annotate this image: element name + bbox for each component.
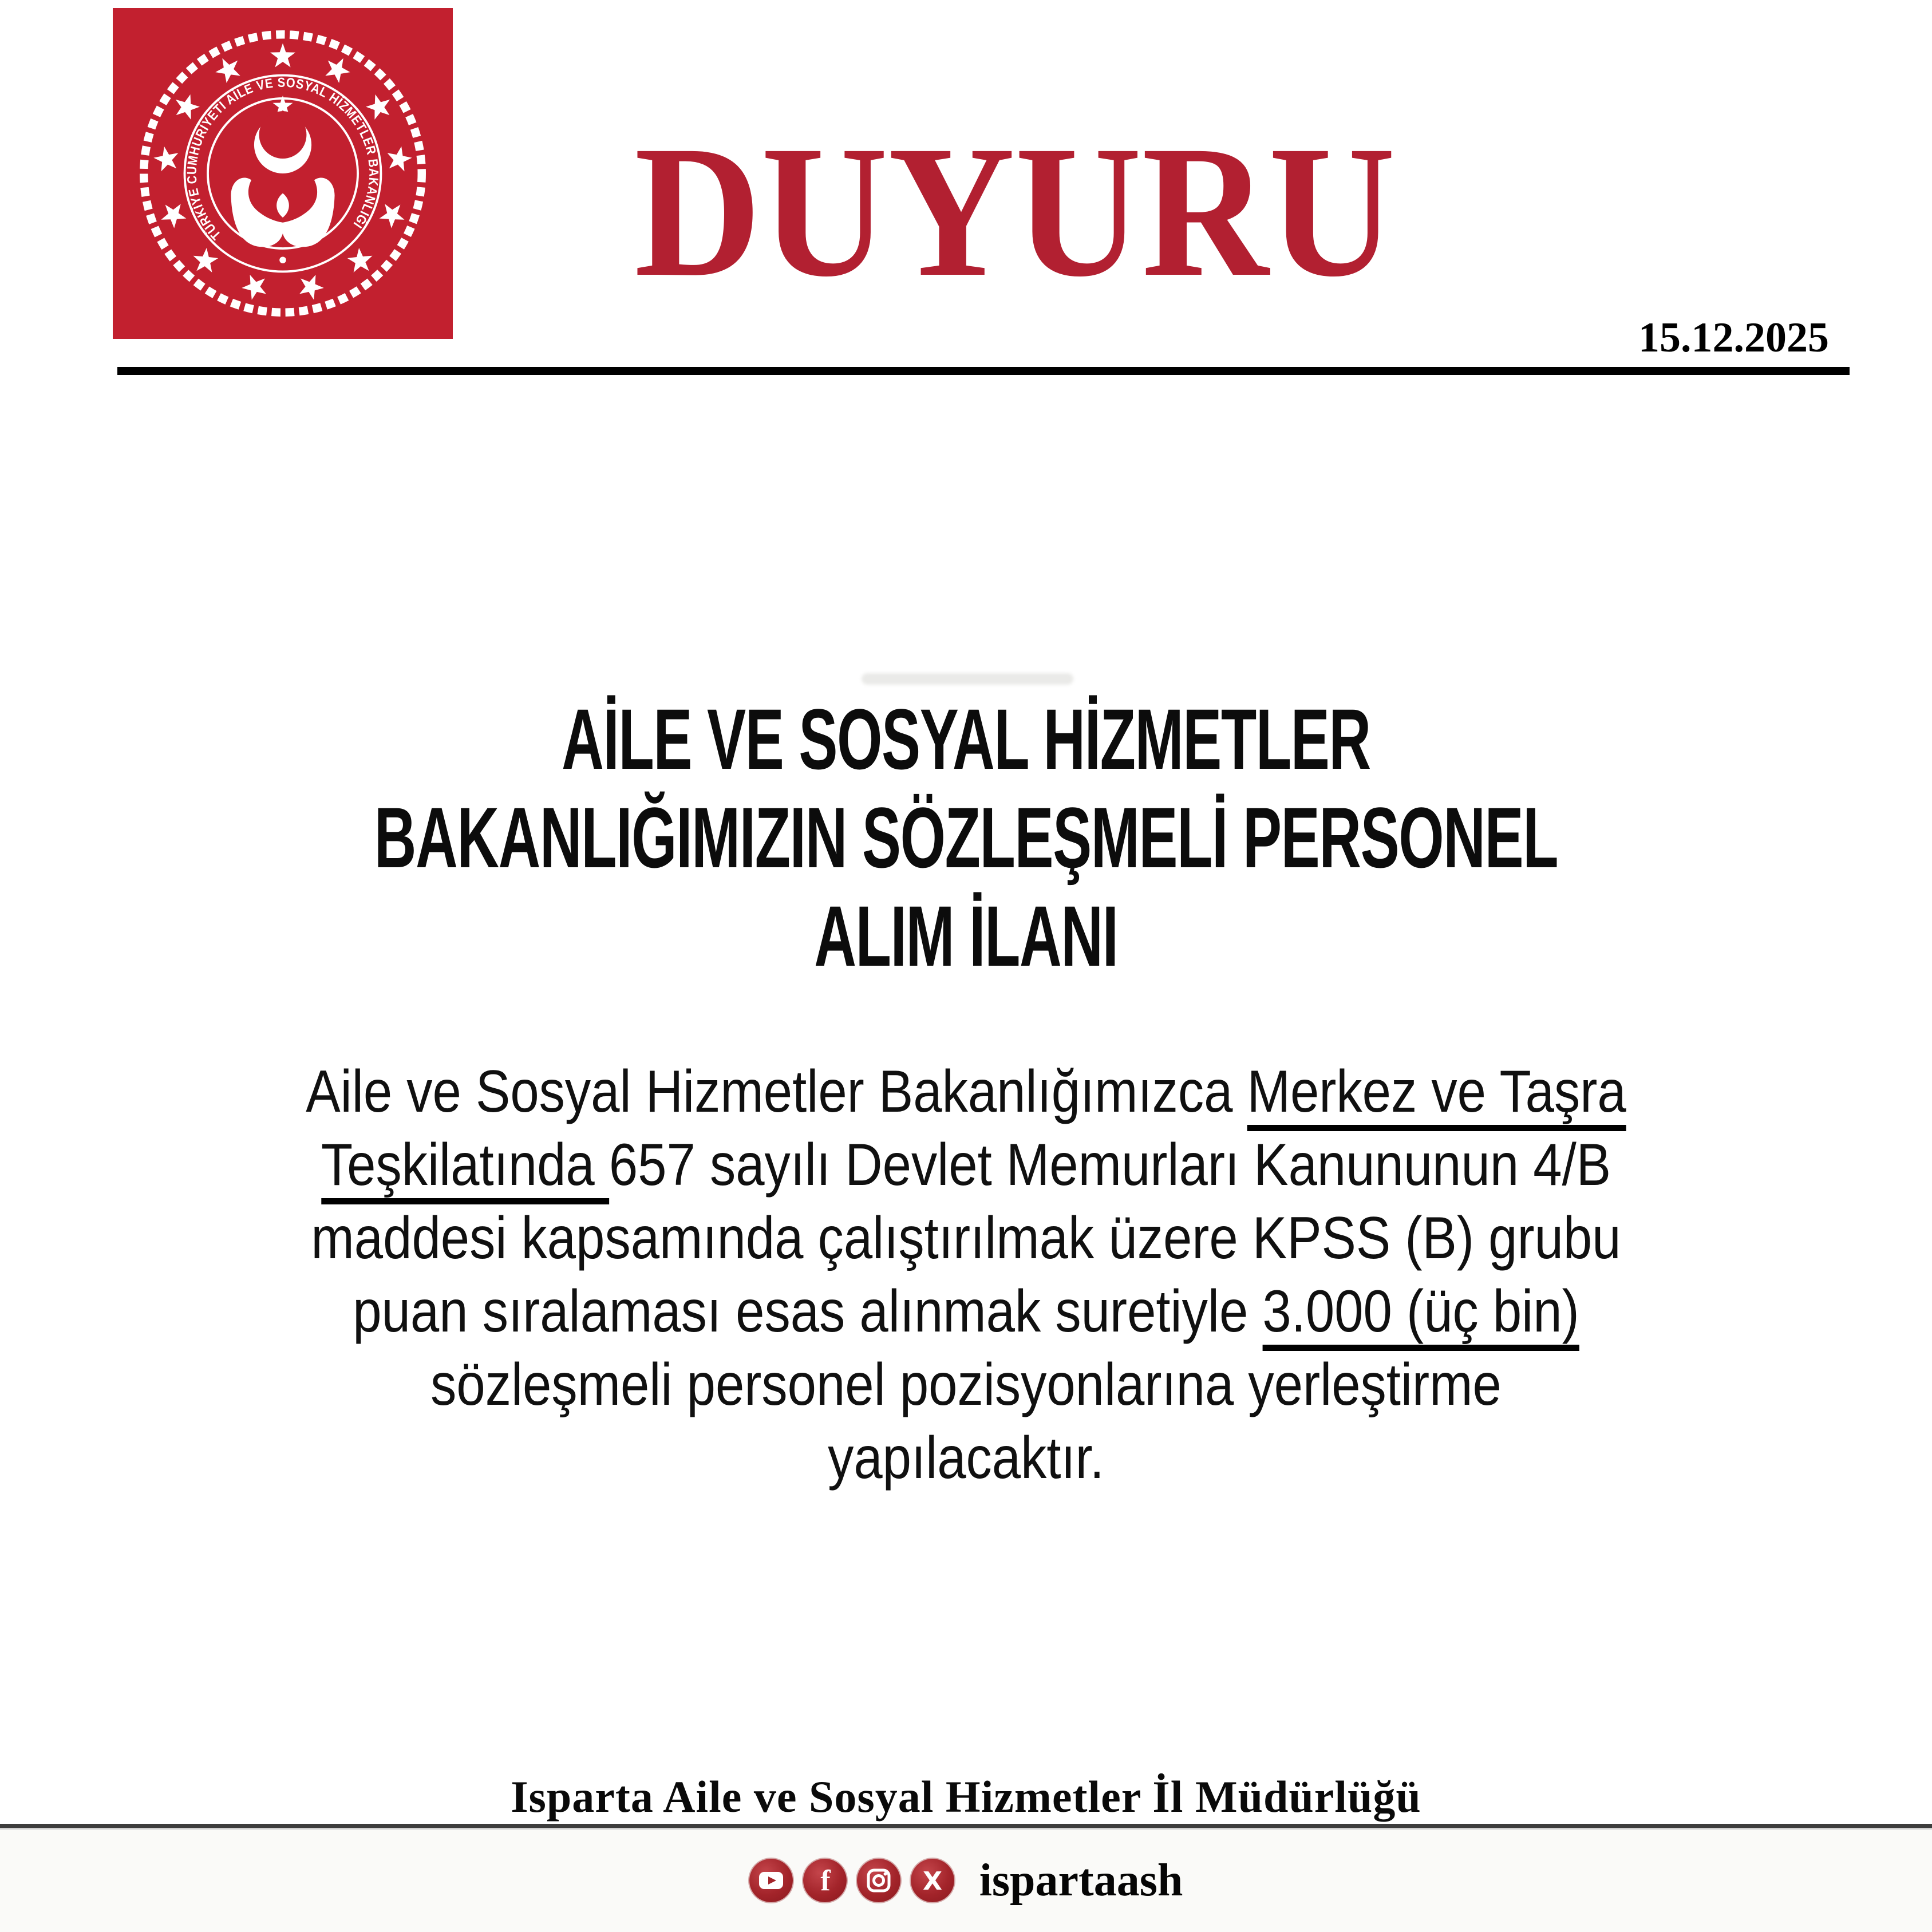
page-title-line: ALIM İLANI (814, 888, 1118, 984)
instagram-icon[interactable] (857, 1859, 900, 1902)
footer-divider (0, 1824, 1932, 1830)
header-divider (117, 367, 1850, 375)
paragraph-line: Teşkilatında 657 sayılı Devlet Memurları Kanununun 4/B (125, 1128, 1806, 1202)
underlined-text: 3.000 (üç bin) (1262, 1278, 1579, 1351)
facebook-icon[interactable] (803, 1859, 847, 1902)
social-row (0, 1855, 1932, 1906)
underlined-text: Merkez ve Taşra (1247, 1058, 1626, 1131)
social-handle: ispartaash (979, 1855, 1183, 1906)
separator-dot-icon (279, 256, 286, 263)
date-label: 15.12.2025 (1638, 314, 1829, 361)
paragraph-line: Aile ve Sosyal Hizmetler Bakanlığımızca Merkez ve Taşra (125, 1055, 1806, 1128)
footer-organization: Isparta Aile ve Sosyal Hizmetler İl Müdürlüğü (511, 1772, 1421, 1822)
hands-icon (231, 178, 334, 247)
svg-text:f: f (820, 1864, 831, 1897)
paragraph-line: yapılacaktır. (828, 1425, 1104, 1491)
page-title (309, 690, 1623, 985)
paragraph-line: sözleşmeli personel pozisyonlarına yerleştirme (430, 1352, 1502, 1418)
svg-text:X: X (922, 1867, 942, 1896)
announcement-paragraph (125, 1055, 1806, 1495)
youtube-icon[interactable] (749, 1859, 793, 1902)
logo-circular-text: TÜRKİYE CUMHURİYETİ AİLE VE SOSYAL HİZMETLER BAKANLIĞI (184, 74, 382, 243)
paragraph-line: puan sıralaması esas alınmak suretiyle 3.000 (üç bin) (125, 1275, 1806, 1348)
paragraph-line: maddesi kapsamında çalıştırılmak üzere KPSS (B) grubu (311, 1205, 1621, 1271)
crescent-star-icon (254, 96, 311, 173)
faded-watermark (862, 673, 1073, 685)
banner-title: DUYURU (634, 107, 1396, 316)
ministry-logo (113, 8, 453, 339)
ministry-emblem-icon (113, 8, 453, 339)
page-title-line: BAKANLIĞIMIZIN SÖZLEŞMELİ PERSONEL (374, 789, 1558, 886)
x-icon[interactable] (911, 1859, 954, 1902)
page-title-line: AİLE VE SOSYAL HİZMETLER (562, 691, 1370, 787)
underlined-text: Teşkilatında (321, 1132, 609, 1204)
